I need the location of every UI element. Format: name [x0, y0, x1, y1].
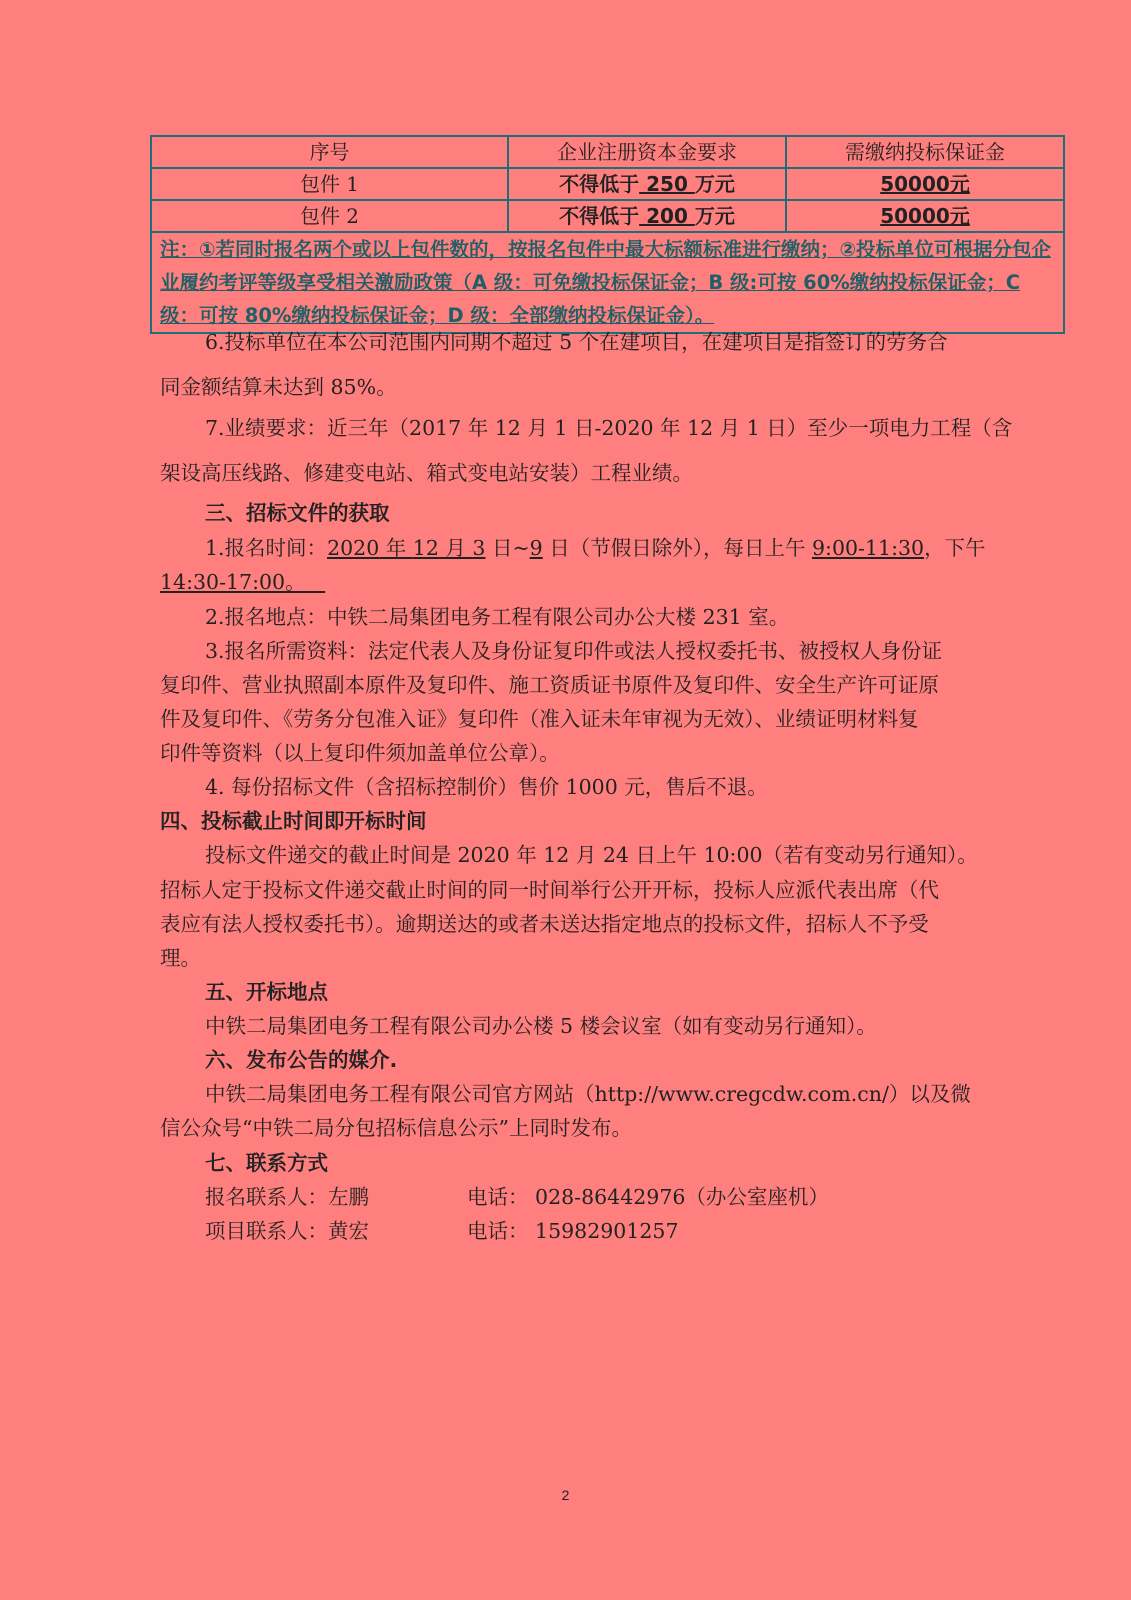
contact-project: [205, 1221, 679, 1242]
deadline-line1: 投标文件递交的截止时间是 2020 年 12 月 24 日上午 10:00（若有变动另行通知）。: [205, 843, 978, 867]
deadline-line4: 理。: [160, 946, 201, 970]
item7-line1: 7.业绩要求：近三年（2017 年 12 月 1 日-2020 年 12 月 1 日）至少一项电力工程（含: [205, 416, 1013, 440]
table-note: 注：①若同时报名两个或以上包件数的，按报名包件中最大标额标准进行缴纳；②投标单位可根据分包企业履约考评等级享受相关激励政策（A 级：可免缴投标保证金；B 级:可按 60%缴纳投标保证金；C 级：可按 80%缴纳投标保证金；D 级：全部缴纳投标保证金）。: [151, 232, 1064, 333]
contact-phone: 15982901257: [535, 1219, 679, 1243]
deadline-line3: 表应有法人授权委托书）。逾期送达的或者未送达指定地点的投标文件，招标人不予受: [160, 912, 929, 936]
deadline-line2: 招标人定于投标文件递交截止时间的同一时间举行公开开标，投标人应派代表出席（代: [160, 878, 939, 902]
contact-reg: [205, 1187, 829, 1208]
section3-heading: 三、招标文件的获取: [205, 501, 390, 525]
page-number: 2: [561, 1487, 570, 1503]
reg-time-line: 1.报名时间：2020 年 12 月 3 日~9 日（节假日除外），每日上午 9:00-11:30，下午: [205, 536, 986, 560]
table-header-row: [151, 136, 1064, 168]
reg-place: 2.报名地点：中铁二局集团电务工程有限公司办公大楼 231 室。: [205, 605, 790, 629]
materials-line1: 3.报名所需资料：法定代表人及身份证复印件或法人授权委托书、被授权人身份证: [205, 639, 943, 663]
item6-line2: 同金额结算未达到 85%。: [160, 375, 397, 399]
media-line2: 信公众号“中铁二局分包招标信息公示”上同时发布。: [160, 1116, 632, 1140]
item7-line2: 架设高压线路、修建变电站、箱式变电站安装）工程业绩。: [160, 461, 693, 485]
section5-heading: 五、开标地点: [205, 980, 328, 1004]
section4-heading: 四、投标截止时间即开标时间: [160, 809, 427, 833]
contact-phone-label: 电话：: [467, 1185, 529, 1209]
item6-line1: 6.投标单位在本公司范围内同期不超过 5 个在建项目，在建项目是指签订的劳务合: [205, 330, 948, 354]
opening-place: 中铁二局集团电务工程有限公司办公楼 5 楼会议室（如有变动另行通知）。: [205, 1014, 877, 1038]
contact-label: 项目联系人：黄宏: [205, 1219, 369, 1243]
table-row: [151, 168, 1064, 200]
table-note-row: [151, 232, 1064, 333]
section7-heading: 七、联系方式: [205, 1151, 328, 1175]
row-capital: 不得低于 250 万元: [508, 168, 786, 200]
row-deposit: 50000元: [786, 168, 1064, 200]
section6-heading: 六、发布公告的媒介.: [205, 1048, 398, 1072]
row-capital: 不得低于 200 万元: [508, 200, 786, 232]
price-line: 4. 每份招标文件（含招标控制价）售价 1000 元，售后不退。: [205, 775, 768, 799]
contact-label: 报名联系人：左鹏: [205, 1185, 369, 1209]
materials-line2: 复印件、营业执照副本原件及复印件、施工资质证书原件及复印件、安全生产许可证原: [160, 673, 939, 697]
header-deposit: 需缴纳投标保证金: [786, 136, 1064, 168]
row-name: 包件 1: [151, 168, 508, 200]
header-index: 序号: [151, 136, 508, 168]
header-capital: 企业注册资本金要求: [508, 136, 786, 168]
contact-phone: 028-86442976（办公室座机）: [535, 1185, 829, 1209]
row-name: 包件 2: [151, 200, 508, 232]
deposit-table: [150, 135, 1065, 334]
row-deposit: 50000元: [786, 200, 1064, 232]
reg-time-afternoon: 14:30-17:00。: [160, 570, 306, 594]
contact-phone-label: 电话：: [467, 1219, 529, 1243]
materials-line3: 件及复印件、《劳务分包准入证》复印件（准入证未年审视为无效）、业绩证明材料复: [160, 707, 919, 731]
table-row: [151, 200, 1064, 232]
materials-line4: 印件等资料（以上复印件须加盖单位公章）。: [160, 741, 560, 765]
media-line1: 中铁二局集团电务工程有限公司官方网站（http://www.cregcdw.com.cn/）以及微: [205, 1082, 971, 1106]
